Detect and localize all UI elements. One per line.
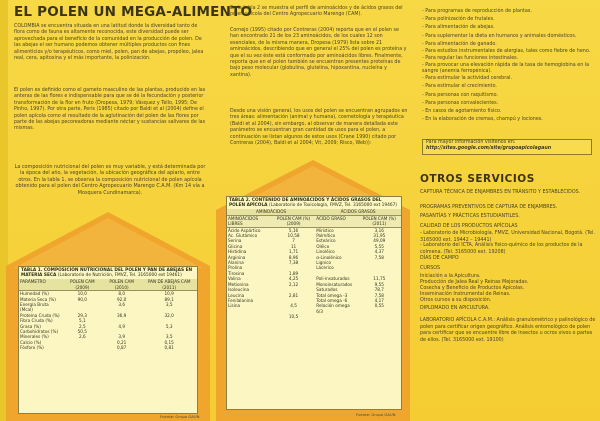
table-1-cell: 3,9 bbox=[118, 334, 125, 340]
aminoacid-paragraph: Cornejo (1995) citado por Contreras (2004) reporta que en el polen se han encontrado 21 de los 23 aminoácidos, de los cuales 12 son esenciales, de la misma manera, Dropesa (1979) lista sobre 21 aminoácidos, describiendo que en general el 25% del polen es proteína y que el su vez éste está conformado por aminoácidos libres. Finalmente, reporta que en el polen también se encuentran presentes proteínas de bajo peso molecular (globulina, glutelina, hipoxantina, nucleína y xantina). bbox=[230, 28, 407, 78]
table-2-cell: Arginina bbox=[228, 254, 246, 260]
table-1-caption: TABLA 1. COMPOSICIÓN NUTRICIONAL DEL POLEN Y PAN DE ABEJAS EN MATERIA SECA (Laboratorio de Nutrición, FMVZ, Tel. 3165000 ext 19461) bbox=[21, 268, 193, 279]
table-2-cell: Monoinsaturados bbox=[316, 281, 353, 287]
table-2-cell: Total omega -6 bbox=[316, 297, 348, 303]
table-2-cell: Histidina bbox=[228, 249, 247, 255]
table-2-cell: 49,09 bbox=[373, 238, 386, 244]
table-1-cell: 0,15 bbox=[164, 339, 174, 345]
table-2-cell bbox=[358, 314, 401, 319]
table-2-cell: Metionina bbox=[228, 281, 249, 287]
table-2 bbox=[226, 196, 402, 410]
table-1-cell: 10,9 bbox=[164, 291, 174, 297]
services-title: OTROS SERVICIOS bbox=[420, 173, 535, 185]
table-2-cell: Glicina bbox=[228, 243, 243, 249]
table-2-cell: 11 bbox=[290, 243, 297, 249]
table-2-cell: 5,55 bbox=[374, 243, 384, 249]
use-item: - Para alimentación de abejas. bbox=[422, 25, 495, 31]
table-1-row bbox=[19, 302, 197, 313]
table-1-cell: Calcio (%) bbox=[20, 339, 42, 345]
table-2-cell: 5,16 bbox=[288, 227, 299, 233]
table-2-cell: 7,58 bbox=[374, 254, 384, 260]
table-1-cell: Energía Bruta (Mcal) bbox=[20, 302, 49, 313]
intro-paragraph: COLOMBIA se encuentra situada en una latitud donde la diversidad tanto de flora como de fauna es altamente reconocida, este diversidad puede ser aprovechada para el beneficio de la comunidad en la producción de polen. De las abejas el ser humano podemos obtener múltiples productos con fines alimenticios y/o terapéuticos, como miel, polen, pan de abejas, propóleo, jalea real, cera, apitoxina y el más importante, la polinización. bbox=[14, 24, 204, 62]
use-item: - Para provocar una elevación rápida de la tasa de hemoglobina en la sangre (anemia ferropénica). bbox=[422, 63, 590, 75]
table-2-cell: 7,38 bbox=[288, 260, 299, 266]
t1-header: PARÁMETRO bbox=[19, 279, 63, 290]
table-1-cell: 3,6 bbox=[118, 302, 125, 308]
info-box bbox=[422, 139, 592, 155]
t2-header: ÁCIDO GRASO bbox=[315, 215, 357, 227]
table-2-cell: 8,96 bbox=[288, 254, 299, 260]
table-2-cell: Tirosina bbox=[228, 270, 245, 276]
use-item: - Para suplementar la dieta en humanos y animales domésticos. bbox=[422, 33, 577, 39]
table-2-cell: 78,7 bbox=[374, 287, 384, 293]
service-item: CALIDAD DE LOS PRODUCTOS APÍCOLAS bbox=[420, 224, 518, 229]
table-2-cell: Isoleucina bbox=[228, 287, 250, 293]
table2-intro: En la tabla 2 se muestra el perfil de aminoácidos y de ácidos grasos del polen apícola del Centro Agropecuario Marengo (CAM). bbox=[230, 6, 403, 18]
service-item: - Laboratorio de Microbiología, FMVZ, Universidad Nacional, Bogotá. (Tel. 3165000 ext. 19442 – 19441) bbox=[420, 231, 595, 243]
table-1-grid bbox=[19, 279, 197, 350]
use-item: - Para estimular el crecimiento. bbox=[422, 84, 497, 90]
table-2-cell: 1,71 bbox=[288, 249, 299, 255]
table-2-cell: Alanina bbox=[228, 260, 244, 266]
table-2-cell: 4,5 bbox=[290, 303, 297, 309]
table-2-cell: 4,37 bbox=[374, 249, 384, 255]
table-1-cell: 0,87 bbox=[117, 345, 127, 351]
table-2-cell bbox=[227, 314, 272, 319]
table-2-grid bbox=[227, 209, 401, 319]
table-1-cell bbox=[63, 302, 102, 313]
uses-paragraph: Desde una visión general, los usos del polen se encuentran agrupados en tres áreas: alimentación (animal y humana), cosmetología y terapéutica (Baldi et al 2004), sin embargo, al observar de manera detallada este parámetro se encuentran gran cantidad de usos para el polen, a continuación se listan algunos de estos usos (Crane 1990) citado por Contreras (2004), Baldi et al 2004; Vit, 2009; Risco, Web)): bbox=[230, 109, 408, 147]
use-item: - En casos de agotamiento físico. bbox=[422, 109, 502, 115]
table-1-cell: 4,9 bbox=[118, 323, 125, 329]
service-item: LABORATORIO APÍCOLA C.A.M.: Análisis granulométrico y palinológico de polen para certificar origen geográfico. Análisis entomológico de polen para certificar que se encuentre libre de insectos u ocros vivos o partes de ellos. (Tel. 3165000 ext. 19100) bbox=[420, 318, 596, 343]
table-1-cell: 50,5 bbox=[77, 329, 87, 335]
composition-paragraph: La composición nutricional del polen es muy variable, y está determinada por la época del año, la vegetación, la ubicación geográfica del apiario, entre otros. En la tabla 1, se observa la composición nutricional de polen apícola obtenido para el polen del Centro Agropecuario Marengo C.A.M. (Km 14 vía a Mosquera Cundinamarca). bbox=[14, 164, 206, 196]
table-1-cell: 0,81 bbox=[164, 345, 174, 351]
table-1-cell: Fósforo (%) bbox=[20, 345, 44, 351]
table-1-cell: Grasa (%) bbox=[20, 323, 41, 329]
table-2-cell: 9,55 bbox=[374, 281, 384, 287]
service-item: Cosecha y Beneficio de Productos Apícolas. bbox=[420, 286, 525, 291]
uses-list bbox=[422, 8, 598, 124]
table-2-cell: Lisina bbox=[228, 303, 241, 309]
use-item: - Para personas convalecientes. bbox=[422, 100, 499, 106]
table-1-cell: 3,5 bbox=[165, 302, 173, 308]
table-2-cell: 7 bbox=[292, 238, 295, 244]
t2-group-header: ÁCIDOS GRASOS bbox=[315, 209, 401, 215]
table-1-cell bbox=[63, 345, 102, 350]
table-1-cell: 36,9 bbox=[117, 312, 127, 318]
table-2-cell: Serina bbox=[228, 238, 242, 244]
use-item: - Para estimular la actividad cerebral. bbox=[422, 76, 512, 82]
table-2-cell: Mirístico bbox=[316, 227, 334, 233]
table-2-cell: Poli-insaturados bbox=[316, 276, 350, 282]
table-2-cell: Fenilalanina bbox=[228, 297, 254, 303]
t2-header: POLEN CAM (%) (2011) bbox=[358, 215, 401, 227]
table-1-cell: 5,3 bbox=[165, 323, 173, 329]
table-2-cell: 10,5 bbox=[288, 314, 299, 320]
use-item: - Para alimentación de ganado. bbox=[422, 41, 497, 47]
service-item: Iniciación a la Apicultura. bbox=[420, 274, 481, 279]
service-item: CAPTURA TÉCNICA DE ENJAMBRES EN TRÁNSITO Y ESTABLECIDOS. bbox=[420, 190, 581, 195]
table-1-row bbox=[19, 345, 197, 350]
table-2-cell: Ac. Glutámico bbox=[228, 233, 258, 239]
service-item: - Laboratorio del ICTA, Análisis fisico-químico de los productos de la colmena. (Tel. 3165000 ext. 19208) bbox=[420, 243, 583, 255]
table-2-cell: α-Linolénico bbox=[316, 254, 342, 260]
table-1-cell: Humedad (%) bbox=[20, 291, 49, 297]
t2-header: POLEN CAM (%) (2009) bbox=[272, 215, 315, 227]
definition-paragraph: El polen es definido como el gameto masculino de las plantas, producido en las anteras de las flores e indispensable para que se dé la fecundación y posterior transformación de la flor en fruto (Dropesa, 1979; Vásquez y Tello, 1995; De Pinho, 1997). Por otra parte, Peris (1985) citado por Baldi et al (2004) define el polen apícola como el resultado de la aglutinación del polen de las flores por parte de las abejas pecoreadoras mediante néctar y sustancias salivares de las mismas. bbox=[14, 88, 206, 132]
table-2-row bbox=[227, 314, 401, 319]
table-1-cell: Materia Seca (%) bbox=[20, 296, 56, 302]
service-item: DIPLOMADO EN APICULTURA. bbox=[420, 306, 490, 311]
table-2-cell bbox=[315, 314, 357, 319]
table-2-cell: Lácerico bbox=[316, 265, 334, 271]
table-2-cell: 3,16 bbox=[374, 227, 384, 233]
info-label: Para mayor información visítenos en: bbox=[426, 140, 516, 145]
table-1-cell: 0,21 bbox=[117, 339, 127, 345]
table-2-cell: Saturados bbox=[316, 287, 338, 293]
use-item: - Para personas con raquitismo. bbox=[422, 92, 498, 98]
use-item: - Para regular las funciones intestinales. bbox=[422, 56, 519, 62]
t1-header: POLEN CAM (2009) bbox=[63, 279, 102, 290]
table-2-source: Fuente: Grupo GAUN bbox=[356, 412, 396, 417]
table-1-cell: Carbohidratos (%) bbox=[20, 329, 59, 335]
table-1-cell: 90,0 bbox=[77, 296, 87, 302]
table-2-cell: Linoléico bbox=[316, 249, 335, 255]
service-item: PASANTÍAS Y PRÁCTICAS ESTUDIANTILES. bbox=[420, 214, 520, 219]
service-item: Producción de Jalea Real y Reinas Mejoradas. bbox=[420, 280, 529, 285]
table-2-cell: Oléico bbox=[316, 243, 330, 249]
t1-header: POLEN CAM (2010) bbox=[102, 279, 141, 290]
t2-header: AMINOÁCIDOS LIBRES bbox=[227, 215, 272, 227]
t1-header: PAN DE ABEJAS CAM (2011) bbox=[141, 279, 197, 290]
table-2-cell: 11,75 bbox=[373, 276, 386, 282]
table-2-cell: 4,17 bbox=[374, 297, 384, 303]
table-2-cell: Total omega -3 bbox=[316, 292, 348, 298]
table-2-cell: 7,58 bbox=[374, 292, 384, 298]
use-item: - Para polinización de frutales. bbox=[422, 17, 495, 23]
table-2-cell: 0,55 bbox=[374, 303, 384, 309]
use-item: - Para programas de reproducción de plantas. bbox=[422, 9, 532, 14]
table-2-cell: Lignico bbox=[316, 260, 332, 266]
use-item: - En la elaboración de cremas, champú y lociones. bbox=[422, 117, 543, 123]
table-2-cell: Relación omega 6/3 bbox=[316, 303, 350, 314]
table-1-cell: 5,1 bbox=[78, 318, 86, 324]
table-1-cell: 8,0 bbox=[118, 291, 125, 297]
table-1-cell: 3,5 bbox=[165, 334, 173, 340]
table-1-cell: Minerales (%) bbox=[20, 334, 49, 340]
table-1-cell: Fibra Cruda (%) bbox=[20, 318, 53, 324]
table-2-cell: 2,81 bbox=[288, 292, 299, 298]
table-2-caption: TABLA 2. CONTENIDO DE AMINOÁCIDOS Y ÁCIDOS GRASOS DEL POLEN APÍCOLA (Laboratorio de Toxicología, FMVZ, Tel. 3165000 ext 19467) bbox=[229, 198, 397, 209]
service-item: Otros cursos a su disposición. bbox=[420, 298, 492, 303]
table-1-cell: 32,0 bbox=[164, 312, 174, 318]
service-item: Inseminación Instrumental de Reinas. bbox=[420, 292, 511, 297]
table-2-cell: 31,95 bbox=[373, 233, 386, 239]
table-2-cell: Esteárico bbox=[316, 238, 336, 244]
service-item: DÍAS DE CAMPO bbox=[420, 256, 459, 261]
table-2-cell: Leucina bbox=[228, 292, 245, 298]
use-item: - Para estudios instrumentales de alergias, tales como fiebre de heno. bbox=[422, 49, 591, 55]
service-item: PROGRAMAS PREVENTIVOS DE CAPTURA DE ENJAMBRES. bbox=[420, 205, 558, 210]
table-2-cell: Prolina bbox=[228, 265, 243, 271]
table-2-cell: Palmítico bbox=[316, 233, 336, 239]
table-2-cell: 10,58 bbox=[287, 233, 300, 239]
service-item: CURSOS bbox=[420, 266, 441, 271]
table-1-cell: 29,3 bbox=[77, 312, 87, 318]
table-1-cell: 10,0 bbox=[77, 291, 87, 297]
table-1-cell: Proteína Cruda (%) bbox=[20, 312, 60, 318]
t2-group-header: AMINOÁCIDOS bbox=[227, 209, 315, 215]
page-title: EL POLEN UN MEGA-ALIMENTO bbox=[14, 4, 253, 20]
table-1-source: Fuente: Grupo GAUN bbox=[160, 414, 200, 419]
table-1 bbox=[18, 266, 198, 414]
table-2-cell: 1,89 bbox=[288, 270, 299, 276]
table-2-cell: Valina bbox=[228, 276, 241, 282]
table-2-cell: 4,25 bbox=[288, 276, 299, 282]
table-1-cell: 2,6 bbox=[78, 334, 86, 340]
table-2-cell: Ácido Aspártico bbox=[228, 227, 261, 233]
table-1-cell: 89,1 bbox=[164, 296, 174, 302]
table-1-cell: 2,5 bbox=[78, 323, 86, 329]
info-link[interactable]: http://sites.google.com/site/grupoapicolagaun bbox=[426, 146, 552, 151]
table-1-cell: 92,0 bbox=[117, 296, 127, 302]
table-2-row bbox=[227, 303, 401, 314]
table-2-cell: 2,12 bbox=[288, 281, 299, 287]
